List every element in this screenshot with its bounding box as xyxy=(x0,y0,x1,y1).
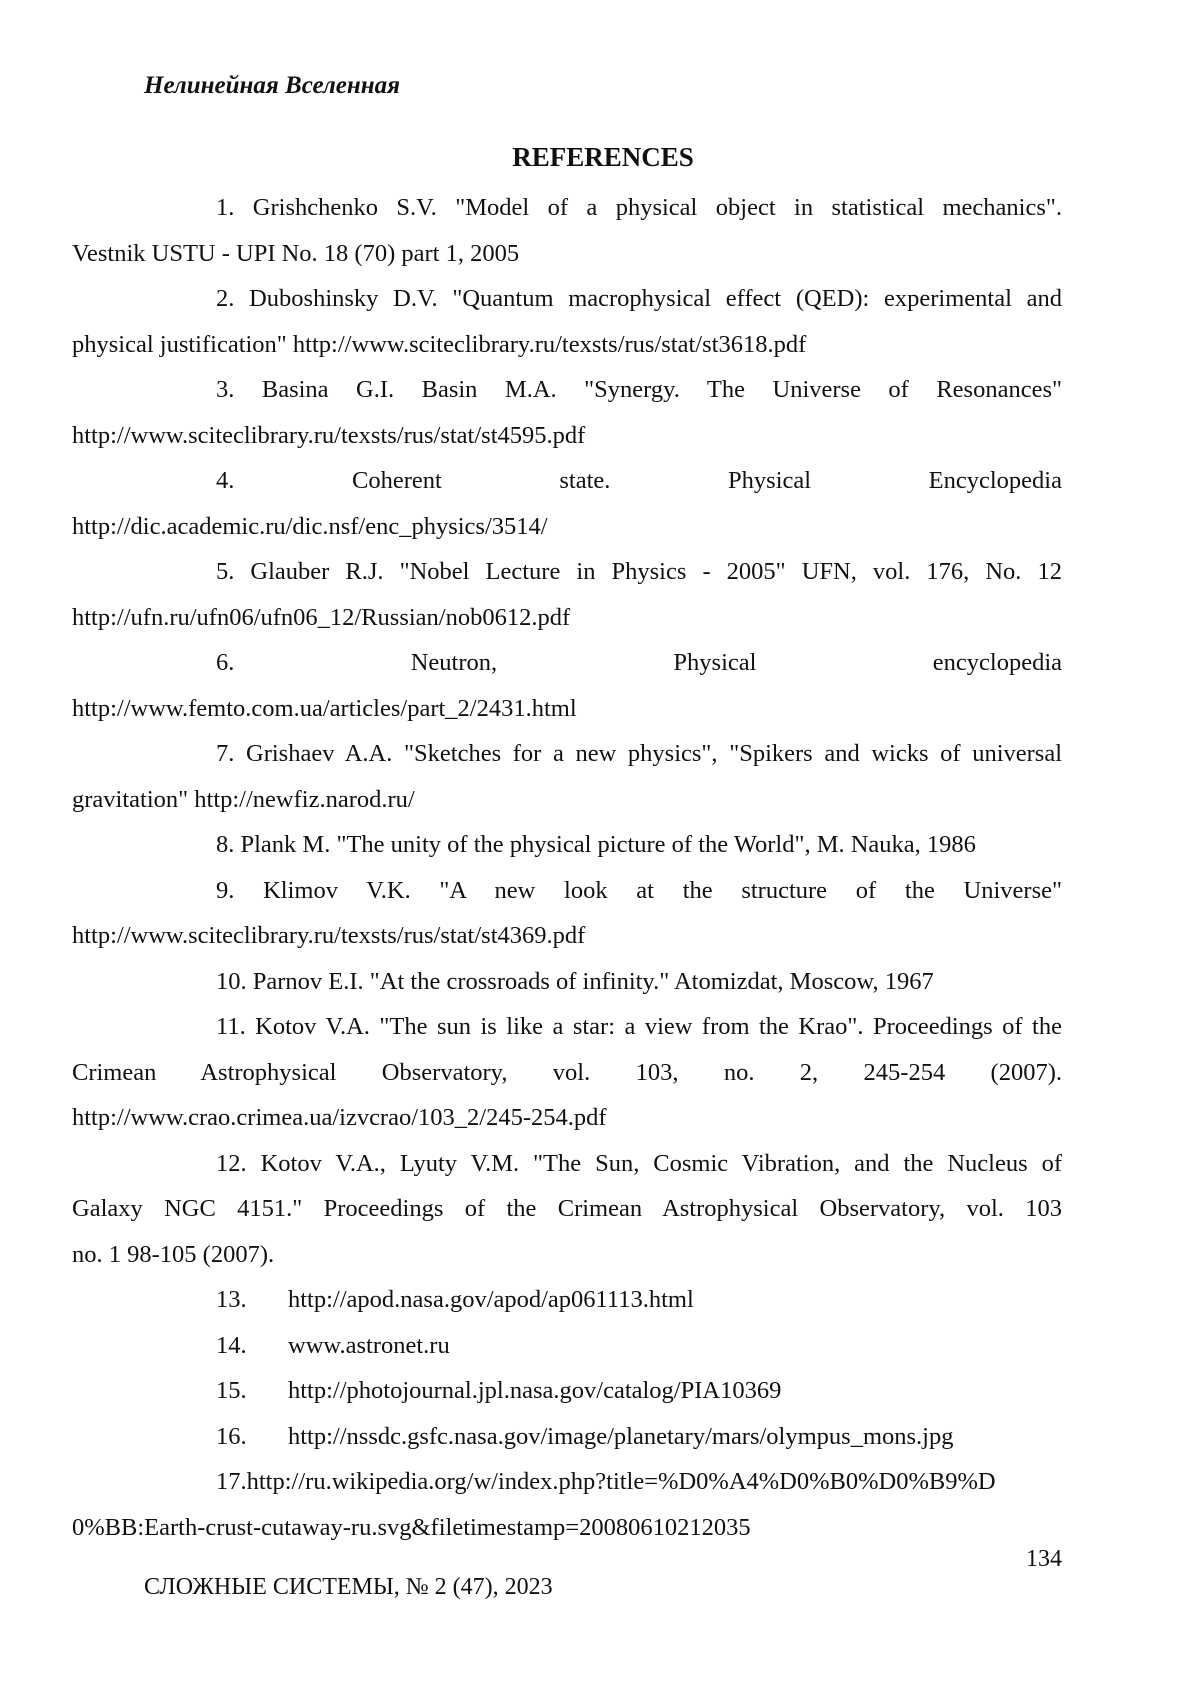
reference-13-url: http://apod.nasa.gov/apod/ap061113.html xyxy=(288,1286,694,1313)
reference-2-line-1: 2. Duboshinsky D.V. "Quantum macrophysical effect (QED): experimental and xyxy=(216,285,1062,312)
reference-9-line-2: http://www.sciteclibrary.ru/texsts/rus/stat/st4369.pdf xyxy=(72,922,586,949)
reference-9-line-1: 9. Klimov V.K. "A new look at the structure of the Universe" xyxy=(216,876,1062,904)
reference-item-9 xyxy=(72,868,1062,959)
reference-12-line-2: Galaxy NGC 4151." Proceedings of the Crimean Astrophysical Observatory, vol. 103 xyxy=(72,1195,1062,1222)
reference-10-line-1: 10. Parnov E.I. "At the crossroads of infinity." Atomizdat, Moscow, 1967 xyxy=(216,967,934,995)
reference-item-6 xyxy=(72,640,1062,731)
reference-item-7 xyxy=(72,731,1062,822)
reference-7-line-2: gravitation" http://newfiz.narod.ru/ xyxy=(72,785,415,813)
reference-item-13 xyxy=(144,1277,1062,1323)
reference-item-11 xyxy=(72,1004,1062,1141)
reference-11-line-3: http://www.crao.crimea.ua/izvcrao/103_2/245-254.pdf xyxy=(72,1104,607,1131)
reference-15-url: http://photojournal.jpl.nasa.gov/catalog/PIA10369 xyxy=(288,1377,782,1404)
reference-item-10 xyxy=(144,959,1062,1005)
reference-4-line-1: 4. Coherent state. Physical Encyclopedia xyxy=(216,467,1062,494)
reference-4-line-2: http://dic.academic.ru/dic.nsf/enc_physics/3514/ xyxy=(72,512,548,540)
references-list xyxy=(72,185,1062,1550)
reference-17-line-1: 17.http://ru.wikipedia.org/w/index.php?title=%D0%A4%D0%B0%D0%B9%D xyxy=(216,1468,996,1495)
running-head: Нелинейная Вселенная xyxy=(144,72,401,99)
references-heading: REFERENCES xyxy=(512,142,694,172)
reference-16-number: 16. xyxy=(216,1422,247,1450)
reference-item-4 xyxy=(72,458,1062,549)
journal-footer: СЛОЖНЫЕ СИСТЕМЫ, № 2 (47), 2023 xyxy=(144,1574,553,1600)
reference-item-8 xyxy=(144,822,1062,868)
reference-16-url: http://nssdc.gsfc.nasa.gov/image/planetary/mars/olympus_mons.jpg xyxy=(288,1422,954,1450)
reference-5-line-2: http://ufn.ru/ufn06/ufn06_12/Russian/nob0612.pdf xyxy=(72,603,571,631)
reference-1-line-2: Vestnik USTU - UPI No. 18 (70) part 1, 2005 xyxy=(72,239,520,267)
reference-1-line-1: 1. Grishchenko S.V. "Model of a physical object in statistical mechanics". xyxy=(216,194,1062,221)
reference-3-line-1: 3. Basina G.I. Basin M.A. "Synergy. The Universe of Resonances" xyxy=(216,376,1062,403)
page-number: 134 xyxy=(1026,1546,1062,1572)
reference-7-line-1: 7. Grishaev A.A. "Sketches for a new physics", "Spikers and wicks of universal xyxy=(216,740,1062,767)
reference-item-17 xyxy=(72,1459,1062,1550)
reference-6-line-1: 6. Neutron, Physical encyclopedia xyxy=(216,649,1062,676)
reference-item-5 xyxy=(72,549,1062,640)
reference-11-line-2: Crimean Astrophysical Observatory, vol. 103, no. 2, 245-254 (2007). xyxy=(72,1058,1062,1086)
reference-item-3 xyxy=(72,367,1062,458)
reference-14-number: 14. xyxy=(216,1331,247,1359)
reference-13-number: 13. xyxy=(216,1286,247,1313)
reference-5-line-1: 5. Glauber R.J. "Nobel Lecture in Physics - 2005" UFN, vol. 176, No. 12 xyxy=(216,558,1062,585)
reference-item-15 xyxy=(144,1368,1062,1414)
reference-15-number: 15. xyxy=(216,1377,247,1404)
reference-6-line-2: http://www.femto.com.ua/articles/part_2/2431.html xyxy=(72,694,577,722)
reference-12-line-3: no. 1 98-105 (2007). xyxy=(72,1240,275,1268)
reference-item-1 xyxy=(72,185,1062,276)
reference-2-line-2: physical justification" http://www.sciteclibrary.ru/texsts/rus/stat/st3618.pdf xyxy=(72,330,807,358)
reference-12-line-1: 12. Kotov V.A., Lyuty V.M. "The Sun, Cosmic Vibration, and the Nucleus of xyxy=(216,1149,1062,1177)
reference-item-2 xyxy=(72,276,1062,367)
reference-item-12 xyxy=(72,1141,1062,1278)
reference-14-url: www.astronet.ru xyxy=(288,1331,450,1359)
reference-3-line-2: http://www.sciteclibrary.ru/texsts/rus/stat/st4595.pdf xyxy=(72,421,586,449)
reference-8-line-1: 8. Plank M. "The unity of the physical picture of the World", M. Nauka, 1986 xyxy=(216,831,976,858)
reference-item-16 xyxy=(144,1414,1062,1460)
reference-item-14 xyxy=(144,1323,1062,1369)
reference-17-line-2: 0%BB:Earth-crust-cutaway-ru.svg&filetimestamp=20080610212035 xyxy=(72,1513,751,1541)
reference-11-line-1: 11. Kotov V.A. "The sun is like a star: a view from the Krao". Proceedings of the xyxy=(216,1013,1062,1040)
